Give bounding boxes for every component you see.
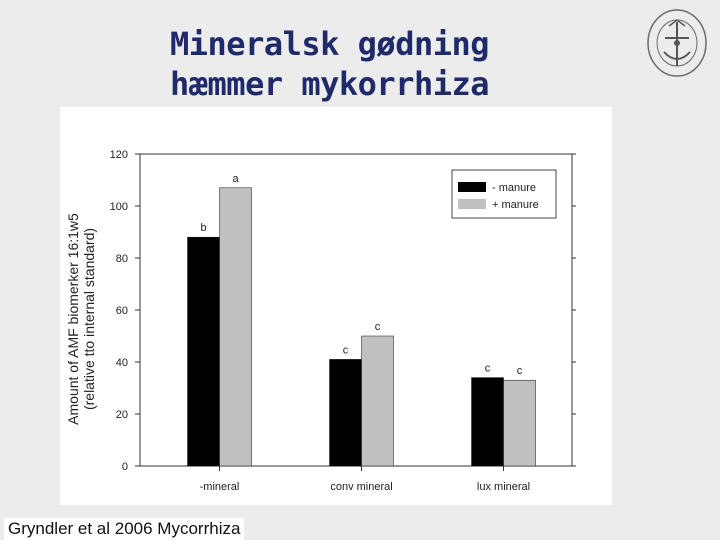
legend-label-plus-manure: + manure bbox=[492, 199, 539, 211]
citation: Gryndler et al 2006 Mycorrhiza bbox=[4, 518, 244, 540]
y-tick-label: 40 bbox=[115, 357, 128, 369]
bar-plus-manure bbox=[362, 336, 394, 466]
bar-minus-manure bbox=[330, 359, 362, 466]
y-tick-label: 20 bbox=[115, 409, 128, 421]
x-category-label: conv mineral bbox=[330, 481, 393, 493]
bar-minus-manure bbox=[472, 378, 504, 466]
chart-panel bbox=[60, 107, 612, 505]
y-tick-label: 0 bbox=[121, 461, 128, 473]
bar-minus-manure bbox=[188, 237, 220, 466]
y-axis-label-line-2: (relative tto internal standard) bbox=[81, 227, 97, 411]
legend-swatch-minus-manure bbox=[458, 182, 486, 192]
y-tick-label: 120 bbox=[109, 149, 128, 161]
significance-letter: c bbox=[342, 344, 349, 357]
bar-plus-manure bbox=[504, 380, 536, 466]
y-tick-label: 60 bbox=[115, 305, 128, 317]
chart-legend bbox=[452, 170, 556, 218]
legend-swatch-plus-manure bbox=[458, 199, 486, 209]
university-seal-icon bbox=[646, 8, 708, 78]
bar-chart bbox=[60, 107, 612, 505]
significance-letter: a bbox=[232, 172, 239, 185]
y-tick-label: 80 bbox=[115, 253, 128, 265]
significance-letter: c bbox=[484, 362, 491, 375]
slide-title-line-1: Mineralsk gødning bbox=[170, 25, 490, 63]
y-axis-label-line-1: Amount of AMF biomerker 16:1w5 bbox=[65, 213, 81, 425]
significance-letter: b bbox=[200, 222, 207, 235]
significance-letter: c bbox=[374, 321, 381, 333]
x-category-label: -mineral bbox=[199, 481, 240, 493]
significance-letter: c bbox=[516, 365, 523, 378]
slide-title-line-2: hæmmer mykorrhiza bbox=[170, 65, 490, 103]
y-tick-label: 100 bbox=[109, 201, 128, 213]
legend-label-minus-manure: - manure bbox=[492, 182, 537, 194]
slide-title bbox=[170, 24, 610, 104]
x-category-label: lux mineral bbox=[476, 481, 531, 493]
bar-plus-manure bbox=[220, 188, 252, 466]
